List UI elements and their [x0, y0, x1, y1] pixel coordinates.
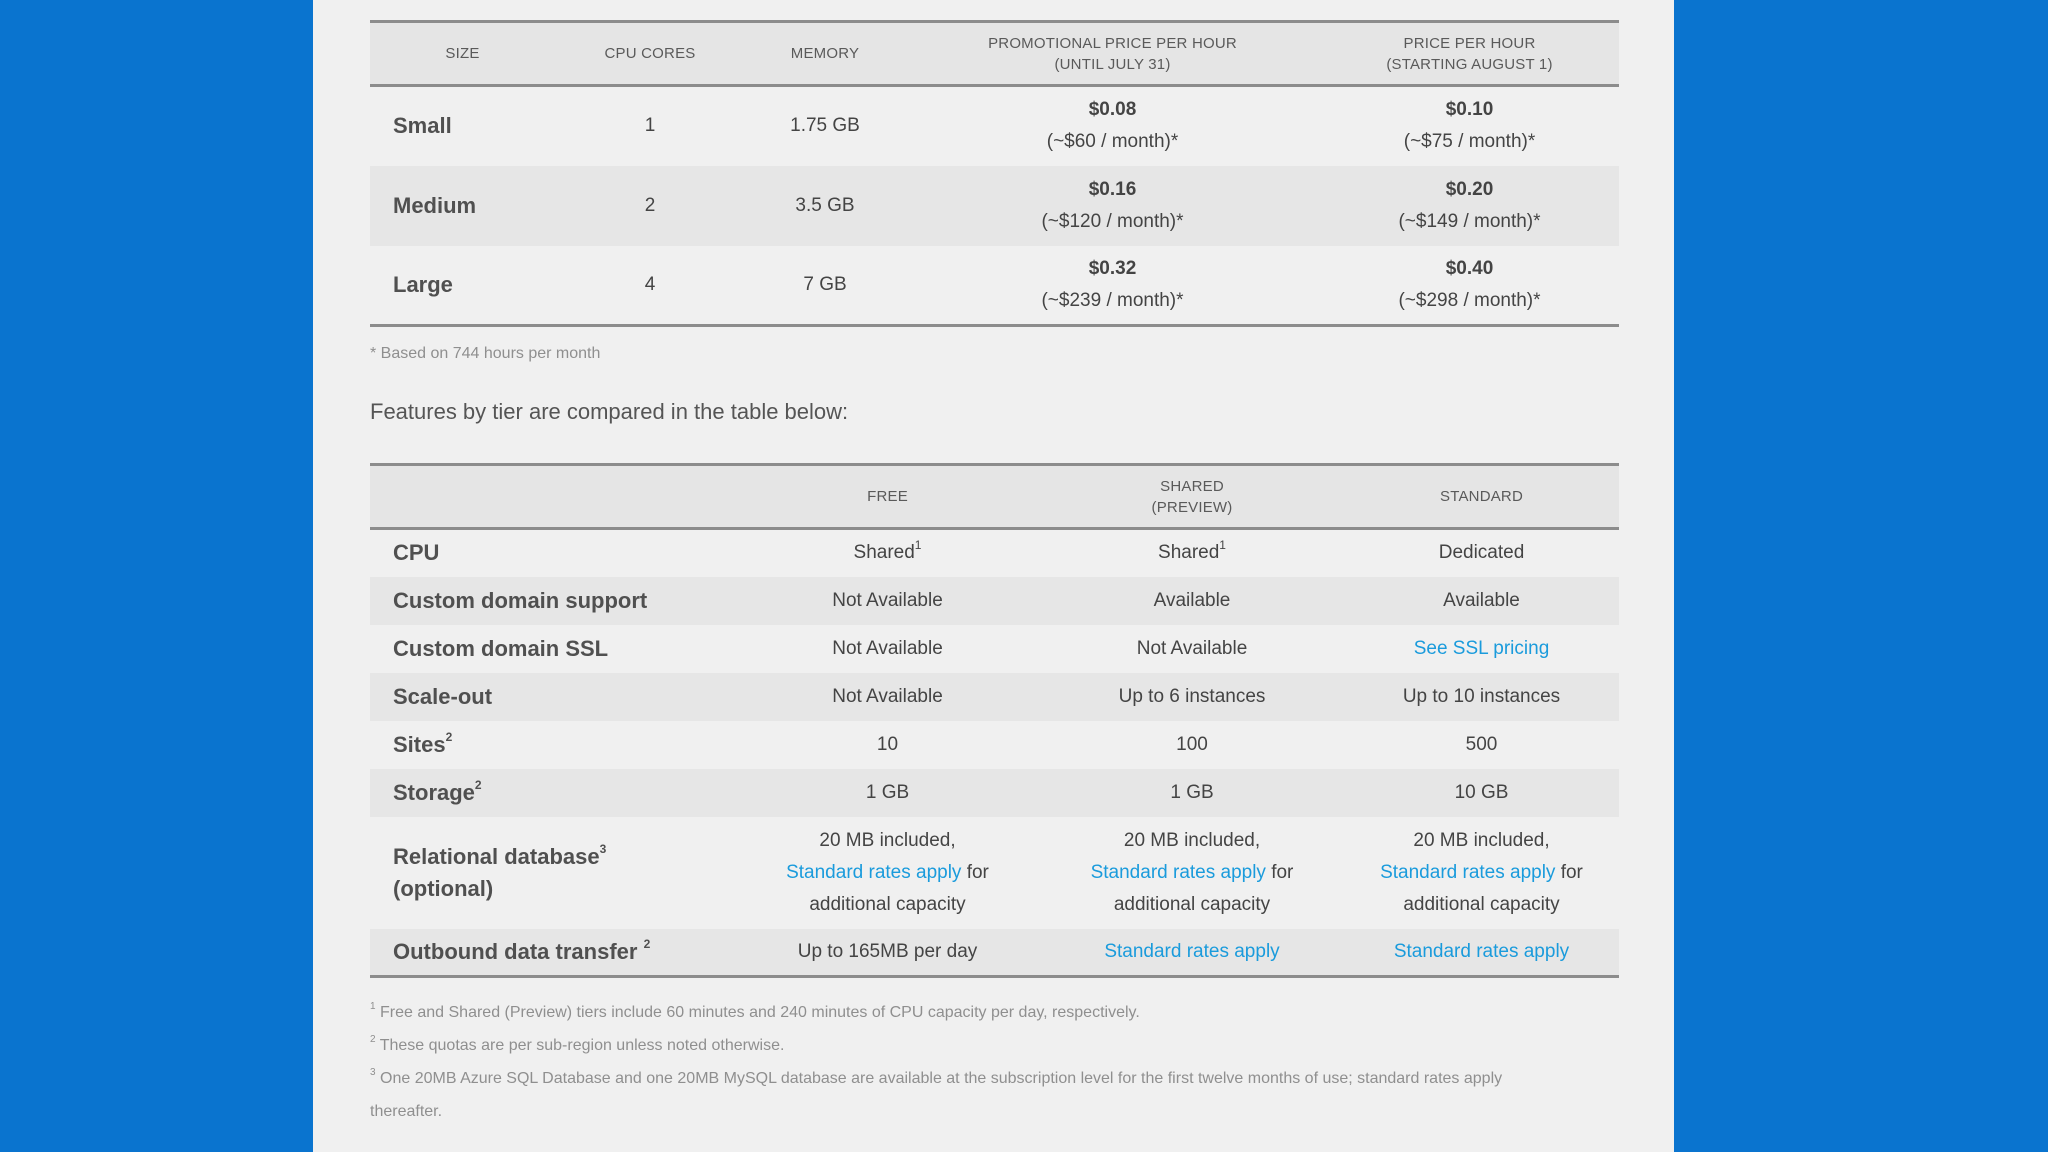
included-text: 20 MB included, [1413, 829, 1550, 851]
memory-value: 7 GB [803, 273, 847, 295]
for-text: for [1555, 861, 1583, 883]
for-text: for [961, 861, 989, 883]
size-label: Medium [393, 192, 477, 218]
cpu-cores-value: 1 [644, 115, 656, 137]
features-table [370, 463, 1619, 978]
standard-rates-link[interactable]: Standard rates apply [1393, 940, 1570, 962]
capacity-text: additional capacity [1403, 893, 1560, 915]
shared-value [1040, 929, 1344, 977]
free-value: 10 [876, 733, 899, 755]
header-price-line1: PRICE PER HOUR [1403, 34, 1536, 52]
price-monthly: (~$298 / month)* [1398, 289, 1541, 311]
standard-rates-link[interactable]: Standard rates apply [786, 861, 962, 883]
standard-value [1344, 929, 1619, 977]
free-value: Not Available [832, 589, 943, 611]
free-value: Not Available [832, 685, 943, 707]
footnote-2 [370, 1029, 1619, 1062]
header-promo-price [905, 22, 1320, 86]
header-shared-line1: SHARED [1160, 477, 1224, 495]
footnote-mark: 1 [370, 1000, 376, 1012]
standard-value: Available [1443, 589, 1520, 611]
table-row [370, 817, 1619, 929]
table-row [370, 577, 1619, 625]
header-free: FREE [867, 488, 908, 505]
header-promo-line1: PROMOTIONAL PRICE PER HOUR [988, 34, 1237, 52]
price: $0.20 [1445, 178, 1494, 200]
features-header-row [370, 465, 1619, 529]
feature-label: Custom domain SSL [393, 635, 609, 661]
feature-label-text: Storage [393, 779, 475, 805]
free-value: Not Available [832, 637, 943, 659]
feature-label-text: Sites [393, 731, 446, 757]
included-text: 20 MB included, [1123, 829, 1261, 851]
standard-rates-link[interactable]: Standard rates apply [1090, 861, 1266, 883]
footnote-marker: 1 [914, 537, 922, 552]
table-row [370, 86, 1619, 166]
header-feature [370, 465, 735, 529]
capacity-text: additional capacity [809, 893, 966, 915]
price-cell [1320, 246, 1619, 326]
price-monthly: (~$75 / month)* [1403, 131, 1536, 153]
feature-label [370, 817, 735, 929]
for-text: for [1265, 861, 1294, 883]
header-cpu-cores: CPU CORES [604, 45, 696, 62]
free-value [735, 817, 1040, 929]
header-memory: MEMORY [790, 45, 860, 62]
included-text: 20 MB included, [819, 829, 956, 851]
shared-value-text: Shared [1158, 542, 1220, 564]
price: $0.10 [1445, 99, 1494, 121]
shared-value: Up to 6 instances [1118, 685, 1266, 707]
features-intro-text: Features by tier are compared in the table below: [370, 399, 849, 424]
price-monthly: (~$149 / month)* [1398, 210, 1541, 232]
cpu-cores-value: 4 [644, 273, 656, 295]
table-row [370, 166, 1619, 246]
header-shared [1040, 465, 1344, 529]
table-row [370, 246, 1619, 326]
feature-label-subtext: (optional) [393, 875, 494, 901]
promo-price: $0.16 [1088, 178, 1137, 200]
feature-label: Scale-out [393, 683, 493, 709]
promo-monthly: (~$239 / month)* [1041, 289, 1184, 311]
footnote-marker: 2 [445, 730, 453, 745]
footnote-3 [370, 1062, 1619, 1095]
free-value-text: Shared [853, 542, 915, 564]
shared-value: Available [1153, 589, 1231, 611]
header-shared-line2: (PREVIEW) [1151, 498, 1233, 516]
ssl-pricing-link[interactable]: See SSL pricing [1413, 637, 1550, 659]
header-price [1320, 22, 1619, 86]
feature-label: CPU [393, 540, 440, 566]
price: $0.40 [1445, 257, 1494, 279]
header-promo-line2: (UNTIL JULY 31) [1054, 55, 1171, 73]
shared-value [1040, 529, 1344, 577]
footnote-mark: 3 [370, 1066, 376, 1078]
standard-value [1344, 817, 1619, 929]
pricing-content [370, 20, 1619, 1128]
feature-label: Custom domain support [393, 587, 648, 613]
header-size: SIZE [445, 45, 480, 62]
promo-price-cell [905, 86, 1320, 166]
table-row [370, 625, 1619, 673]
pricing-page [313, 0, 1674, 1152]
footnote-marker: 2 [474, 778, 482, 793]
promo-price-cell [905, 246, 1320, 326]
memory-value: 3.5 GB [795, 194, 855, 216]
table-row [370, 929, 1619, 977]
footnote-marker: 3 [599, 842, 607, 857]
standard-value: Dedicated [1438, 542, 1525, 564]
promo-monthly: (~$60 / month)* [1046, 131, 1179, 153]
standard-value [1344, 625, 1619, 673]
footnote-1 [370, 996, 1619, 1029]
shared-value [1040, 817, 1344, 929]
price-cell [1320, 166, 1619, 246]
footnote-marker: 1 [1219, 537, 1226, 552]
standard-rates-link[interactable]: Standard rates apply [1380, 861, 1556, 883]
footnote-text: Free and Shared (Preview) tiers include 60 minutes and 240 minutes of CPU capacity per day, respectively. [380, 1004, 1140, 1021]
table-row [370, 529, 1619, 577]
promo-price-cell [905, 166, 1320, 246]
feature-label-text: Outbound data transfer [393, 938, 638, 964]
cpu-cores-value: 2 [644, 194, 656, 216]
free-value: Up to 165MB per day [797, 940, 978, 962]
shared-value: 100 [1176, 733, 1208, 755]
table-row [370, 673, 1619, 721]
footnote-text: One 20MB Azure SQL Database and one 20MB MySQL database are available at the subscription level for the first twelve months of use; standard rates apply [380, 1070, 1503, 1087]
pricing-header-row [370, 22, 1619, 86]
pricing-table [370, 20, 1619, 327]
shared-value: Not Available [1136, 637, 1248, 659]
standard-value: 10 GB [1454, 781, 1509, 803]
footnote-mark: 2 [370, 1033, 376, 1045]
footnote-text: These quotas are per sub-region unless noted otherwise. [379, 1037, 785, 1054]
table-row [370, 769, 1619, 817]
capacity-text: additional capacity [1113, 893, 1271, 915]
free-value: 1 GB [865, 781, 910, 803]
free-value [735, 529, 1040, 577]
promo-price: $0.32 [1088, 257, 1137, 279]
footnote-marker: 2 [643, 937, 651, 952]
feature-label [370, 721, 735, 769]
promo-price: $0.08 [1088, 99, 1137, 121]
standard-rates-link[interactable]: Standard rates apply [1104, 940, 1280, 962]
standard-value: Up to 10 instances [1402, 685, 1561, 707]
feature-label [370, 929, 735, 977]
table-row [370, 721, 1619, 769]
footnotes [370, 996, 1619, 1128]
feature-label [370, 769, 735, 817]
price-cell [1320, 86, 1619, 166]
size-label: Large [393, 271, 453, 297]
promo-monthly: (~$120 / month)* [1041, 210, 1184, 232]
feature-label-text: Relational database [393, 843, 600, 869]
standard-value: 500 [1465, 733, 1498, 755]
size-label: Small [393, 113, 452, 139]
footnote-text: thereafter. [370, 1103, 443, 1120]
header-price-line2: (STARTING AUGUST 1) [1386, 55, 1553, 73]
header-standard: STANDARD [1440, 488, 1523, 505]
pricing-footnote: * Based on 744 hours per month [370, 345, 601, 362]
shared-value: 1 GB [1170, 781, 1214, 803]
footnote-3-continued [370, 1095, 1619, 1128]
memory-value: 1.75 GB [790, 115, 860, 137]
